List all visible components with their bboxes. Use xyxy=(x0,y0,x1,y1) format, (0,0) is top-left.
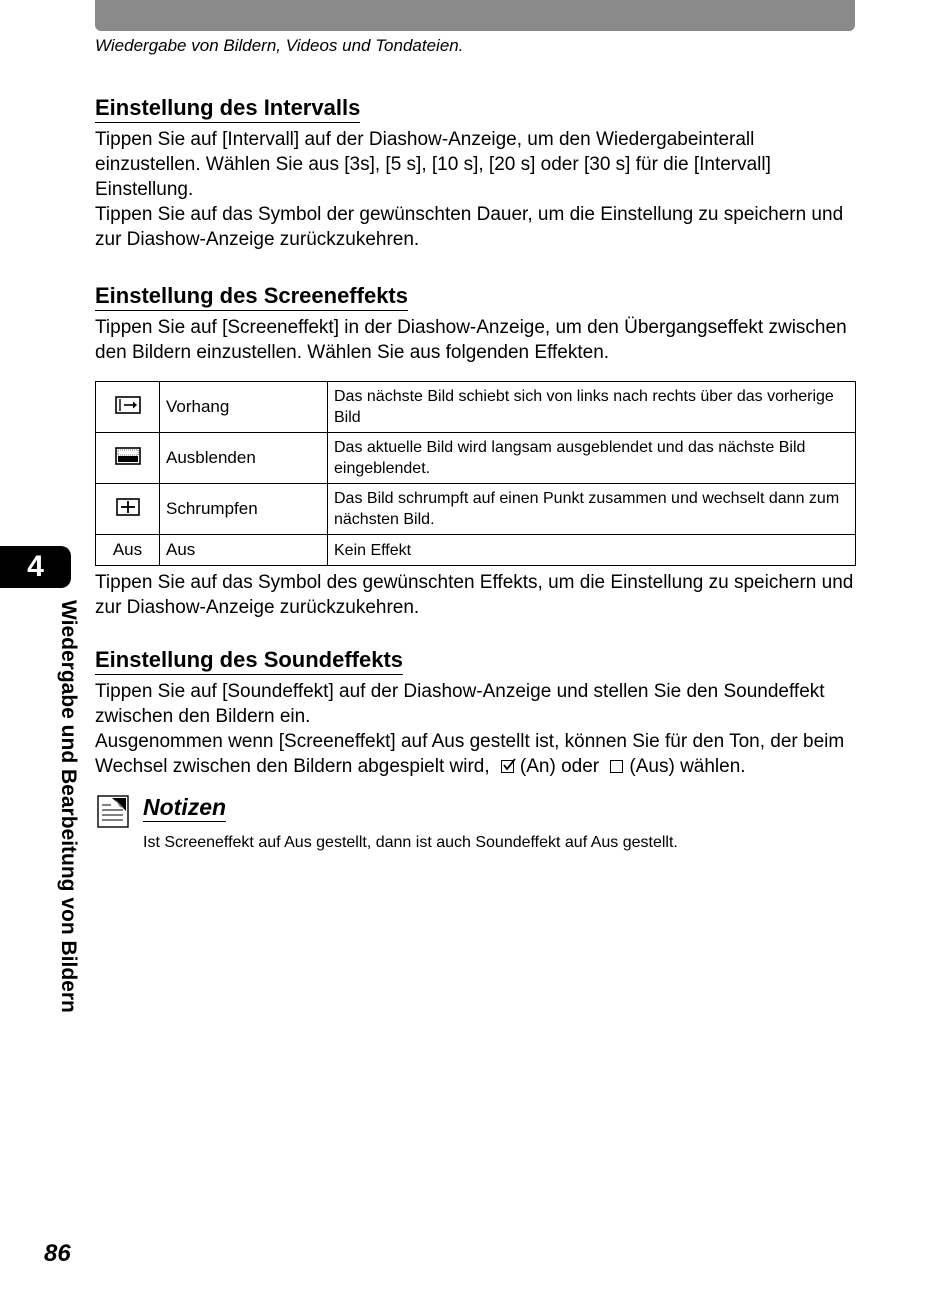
notes-title: Notizen xyxy=(143,794,227,820)
checkbox-unchecked-icon xyxy=(610,760,623,773)
section-soundeffekt xyxy=(95,646,855,779)
checkbox-checked-icon xyxy=(501,760,514,773)
effect-description: Das Bild schrumpft auf einen Punkt zusammen und wechselt dann zum nächsten Bild. xyxy=(328,484,856,535)
paragraph-text: (An) oder xyxy=(519,756,600,777)
icon-cell xyxy=(96,484,160,535)
paragraph xyxy=(95,729,855,779)
effect-name: Aus xyxy=(160,535,328,566)
icon-cell xyxy=(96,433,160,484)
effect-name: Ausblenden xyxy=(160,433,328,484)
header-bar xyxy=(95,0,855,31)
icon-cell xyxy=(96,382,160,433)
page-content xyxy=(95,94,855,852)
paragraph: Tippen Sie auf [Intervall] auf der Diashow-Anzeige, um den Wiedergabeinterall einzustellen. Wählen Sie aus [3s], [5 s], [10 s], [20 s] oder [30 s] für die [Intervall] Einstellung. xyxy=(95,129,771,200)
memo-icon xyxy=(97,795,131,834)
paragraph: Tippen Sie auf das Symbol des gewünschten Effekts, um die Einstellung zu speichern und zur Diashow-Anzeige zurückzukehren. xyxy=(95,572,854,618)
page-number: 86 xyxy=(44,1240,71,1267)
table-row xyxy=(96,484,856,535)
table-row xyxy=(96,535,856,566)
curtain-icon xyxy=(115,401,141,418)
paragraph-text: (Aus) wählen. xyxy=(629,756,746,777)
chapter-tab: 4 xyxy=(0,546,71,588)
section-title: Einstellung des Soundeffekts xyxy=(95,646,403,675)
section-screeneffekt xyxy=(95,282,855,620)
effect-description: Kein Effekt xyxy=(328,535,856,566)
paragraph-text: Ausgenommen wenn [Screeneffekt] auf Aus gestellt ist, können Sie für den Ton, der beim Wechsel zwischen den Bildern abgespielt wird, xyxy=(95,731,845,777)
table-row xyxy=(96,382,856,433)
notes-box xyxy=(95,793,855,852)
effects-table xyxy=(95,381,856,566)
running-head: Wiedergabe von Bildern, Videos und Tondateien. xyxy=(95,36,464,55)
shrink-icon xyxy=(115,503,141,520)
effect-name: Schrumpfen xyxy=(160,484,328,535)
chapter-title: Wiedergabe und Bearbeitung von Bildern xyxy=(57,600,80,1013)
effect-description: Das aktuelle Bild wird langsam ausgeblendet und das nächste Bild eingeblendet. xyxy=(328,433,856,484)
paragraph: Tippen Sie auf das Symbol der gewünschten Dauer, um die Einstellung zu speichern und zur Diashow-Anzeige zurückzukehren. xyxy=(95,204,844,250)
table-row xyxy=(96,433,856,484)
paragraph: Tippen Sie auf [Soundeffekt] auf der Diashow-Anzeige und stellen Sie den Soundeffekt zwischen den Bildern ein. xyxy=(95,681,825,727)
icon-text: Aus xyxy=(96,535,160,566)
effect-name: Vorhang xyxy=(160,382,328,433)
paragraph: Tippen Sie auf [Screeneffekt] in der Diashow-Anzeige, um den Übergangseffekt zwischen den Bildern einzustellen. Wählen Sie aus folgenden Effekten. xyxy=(95,317,847,363)
fade-icon xyxy=(115,452,141,469)
section-title: Einstellung des Intervalls xyxy=(95,94,360,123)
notes-text: Ist Screeneffekt auf Aus gestellt, dann ist auch Soundeffekt auf Aus gestellt. xyxy=(143,834,678,851)
effect-description: Das nächste Bild schiebt sich von links nach rechts über das vorherige Bild xyxy=(328,382,856,433)
section-intervall xyxy=(95,94,855,252)
section-title: Einstellung des Screeneffekts xyxy=(95,282,408,311)
